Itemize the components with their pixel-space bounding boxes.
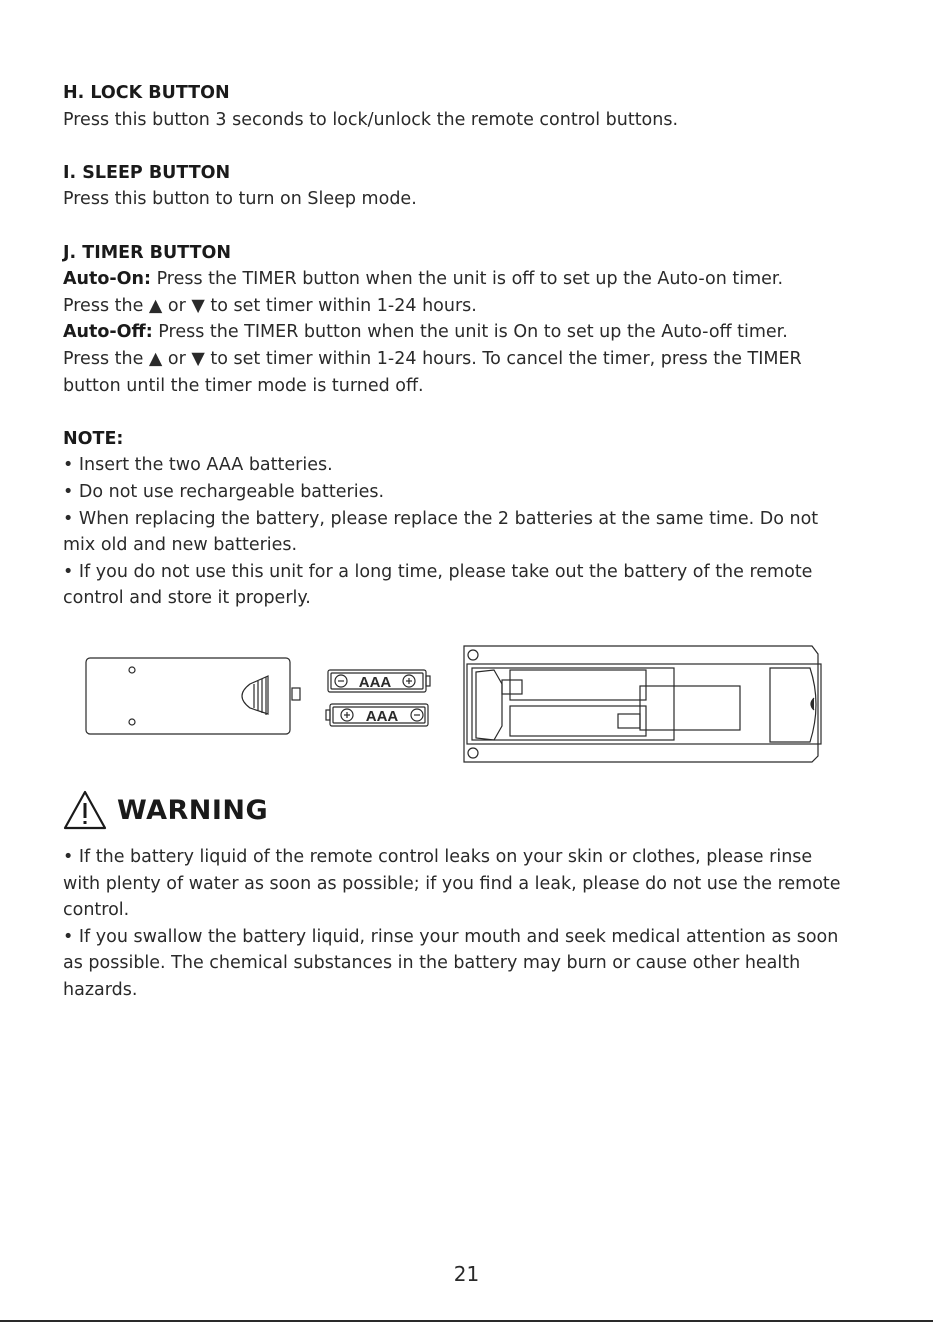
- warning-header: [63, 790, 268, 830]
- bottom-rule: [0, 1320, 933, 1322]
- sleep-button-text: Press this button to turn on Sleep mode.: [63, 189, 417, 210]
- auto-on-text: Press the TIMER button when the unit is off to set up the Auto-on timer.: [151, 269, 784, 290]
- note-item: mix old and new batteries.: [63, 535, 298, 556]
- note-item: control and store it properly.: [63, 588, 311, 609]
- auto-off-line: [63, 319, 873, 346]
- remote-battery-compartment: [464, 646, 821, 762]
- battery-label: AAA: [358, 674, 392, 691]
- warning-line: with plenty of water as soon as possible; if you find a leak, please do not use the remote: [63, 873, 841, 894]
- warning-line: hazards.: [63, 979, 138, 1000]
- auto-off-label: Auto-Off:: [63, 322, 153, 343]
- auto-on-line-2: Press the ▲ or ▼ to set timer within 1-24 hours.: [63, 295, 477, 316]
- aaa-battery-top: [328, 670, 430, 692]
- warning-line: • If you swallow the battery liquid, rinse your mouth and seek medical attention as soon: [63, 926, 839, 947]
- warning-triangle-icon: [63, 790, 107, 830]
- auto-on-label: Auto-On:: [63, 269, 151, 290]
- warning-title: WARNING: [117, 794, 269, 826]
- note-item: • Insert the two AAA batteries.: [63, 455, 333, 476]
- timer-button-heading: J. TIMER BUTTON: [63, 242, 231, 263]
- lock-button-heading: H. LOCK BUTTON: [63, 83, 230, 103]
- note-item: • Do not use rechargeable batteries.: [63, 481, 385, 502]
- note-item: • When replacing the battery, please replace the 2 batteries at the same time. Do not: [63, 508, 819, 529]
- sleep-button-heading: I. SLEEP BUTTON: [63, 162, 231, 183]
- battery-installation-illustration: [84, 644, 824, 766]
- auto-on-line: [63, 266, 873, 293]
- note-item: • If you do not use this unit for a long time, please take out the battery of the remote: [63, 561, 813, 582]
- note-heading: NOTE:: [63, 428, 124, 449]
- page-number: 21: [453, 1262, 480, 1286]
- lock-button-text: Press this button 3 seconds to lock/unlock the remote control buttons.: [63, 109, 679, 130]
- auto-off-line-2: Press the ▲ or ▼ to set timer within 1-24 hours. To cancel the timer, press the TIMER: [63, 348, 802, 369]
- warning-line: as possible. The chemical substances in the battery may burn or cause other health: [63, 953, 801, 974]
- warning-line: control.: [63, 900, 130, 921]
- battery-label: AAA: [365, 708, 399, 725]
- warning-body: [63, 844, 873, 1004]
- warning-line: • If the battery liquid of the remote control leaks on your skin or clothes, please rinse: [63, 847, 813, 867]
- battery-cover-drawing: [86, 658, 300, 734]
- auto-off-line-3: button until the timer mode is turned off.: [63, 375, 424, 396]
- aaa-battery-bottom: [326, 704, 428, 726]
- auto-off-text: Press the TIMER button when the unit is On to set up the Auto-off timer.: [152, 322, 788, 343]
- manual-body: [63, 80, 873, 612]
